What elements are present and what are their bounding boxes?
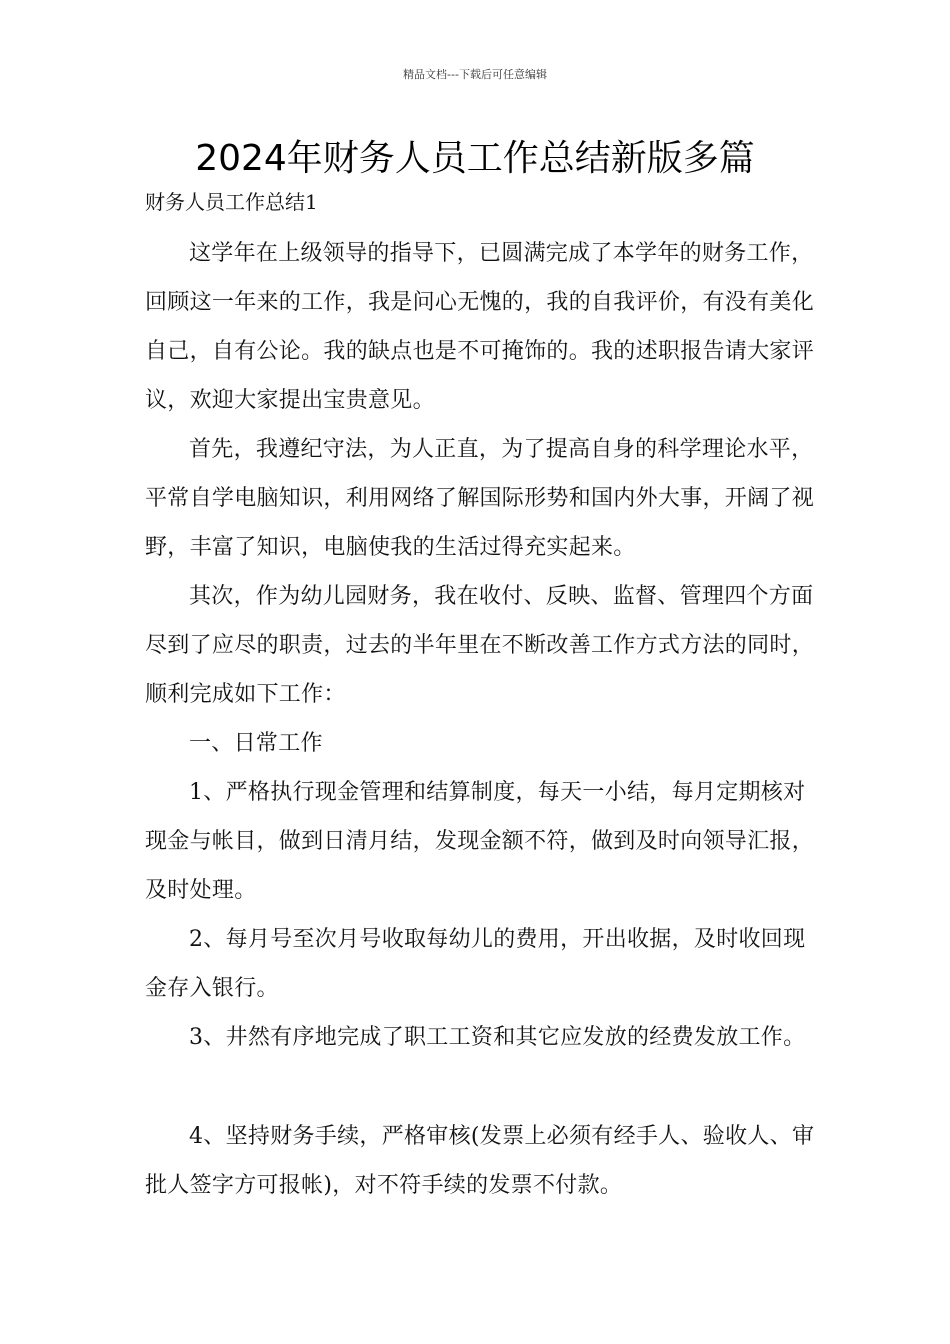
paragraph-first: 首先，我遵纪守法，为人正直，为了提高自身的科学理论水平，平常自学电脑知识，利用网络了解国际形势和国内外大事，开阔了视野，丰富了知识，电脑使我的生活过得充实起来。 — [145, 437, 815, 560]
document-body — [145, 229, 817, 1210]
header-note: 精品文档---下载后可任意编辑 — [403, 68, 547, 81]
list-item-2: 2、每月号至次月号收取每幼儿的费用，开出收据，及时收回现金存入银行。 — [145, 927, 806, 1001]
section-heading: 财务人员工作总结1 — [145, 190, 318, 214]
document-title: 2024年财务人员工作总结新版多篇 — [195, 138, 755, 179]
paragraph-second: 其次，作为幼儿园财务，我在收付、反映、监督、管理四个方面尽到了应尽的职责，过去的半年里在不断改善工作方式方法的同时，顺利完成如下工作： — [145, 584, 815, 707]
paragraph-intro: 这学年在上级领导的指导下，已圆满完成了本学年的财务工作，回顾这一年来的工作，我是问心无愧的，我的自我评价，有没有美化自己，自有公论。我的缺点也是不可掩饰的。我的述职报告请大家评议，欢迎大家提出宝贵意见。 — [145, 241, 815, 413]
list-item-1: 1、严格执行现金管理和结算制度，每天一小结，每月定期核对现金与帐目，做到日清月结，发现金额不符，做到及时向领导汇报，及时处理。 — [145, 780, 815, 903]
list-item-3: 3、井然有序地完成了职工工资和其它应发放的经费发放工作。 — [189, 1025, 806, 1050]
subheading-daily-work: 一、日常工作 — [189, 731, 323, 756]
list-item-4: 4、坚持财务手续，严格审核(发票上必须有经手人、验收人、审批人签字方可报帐)，对不符手续的发票不付款。 — [145, 1124, 815, 1198]
